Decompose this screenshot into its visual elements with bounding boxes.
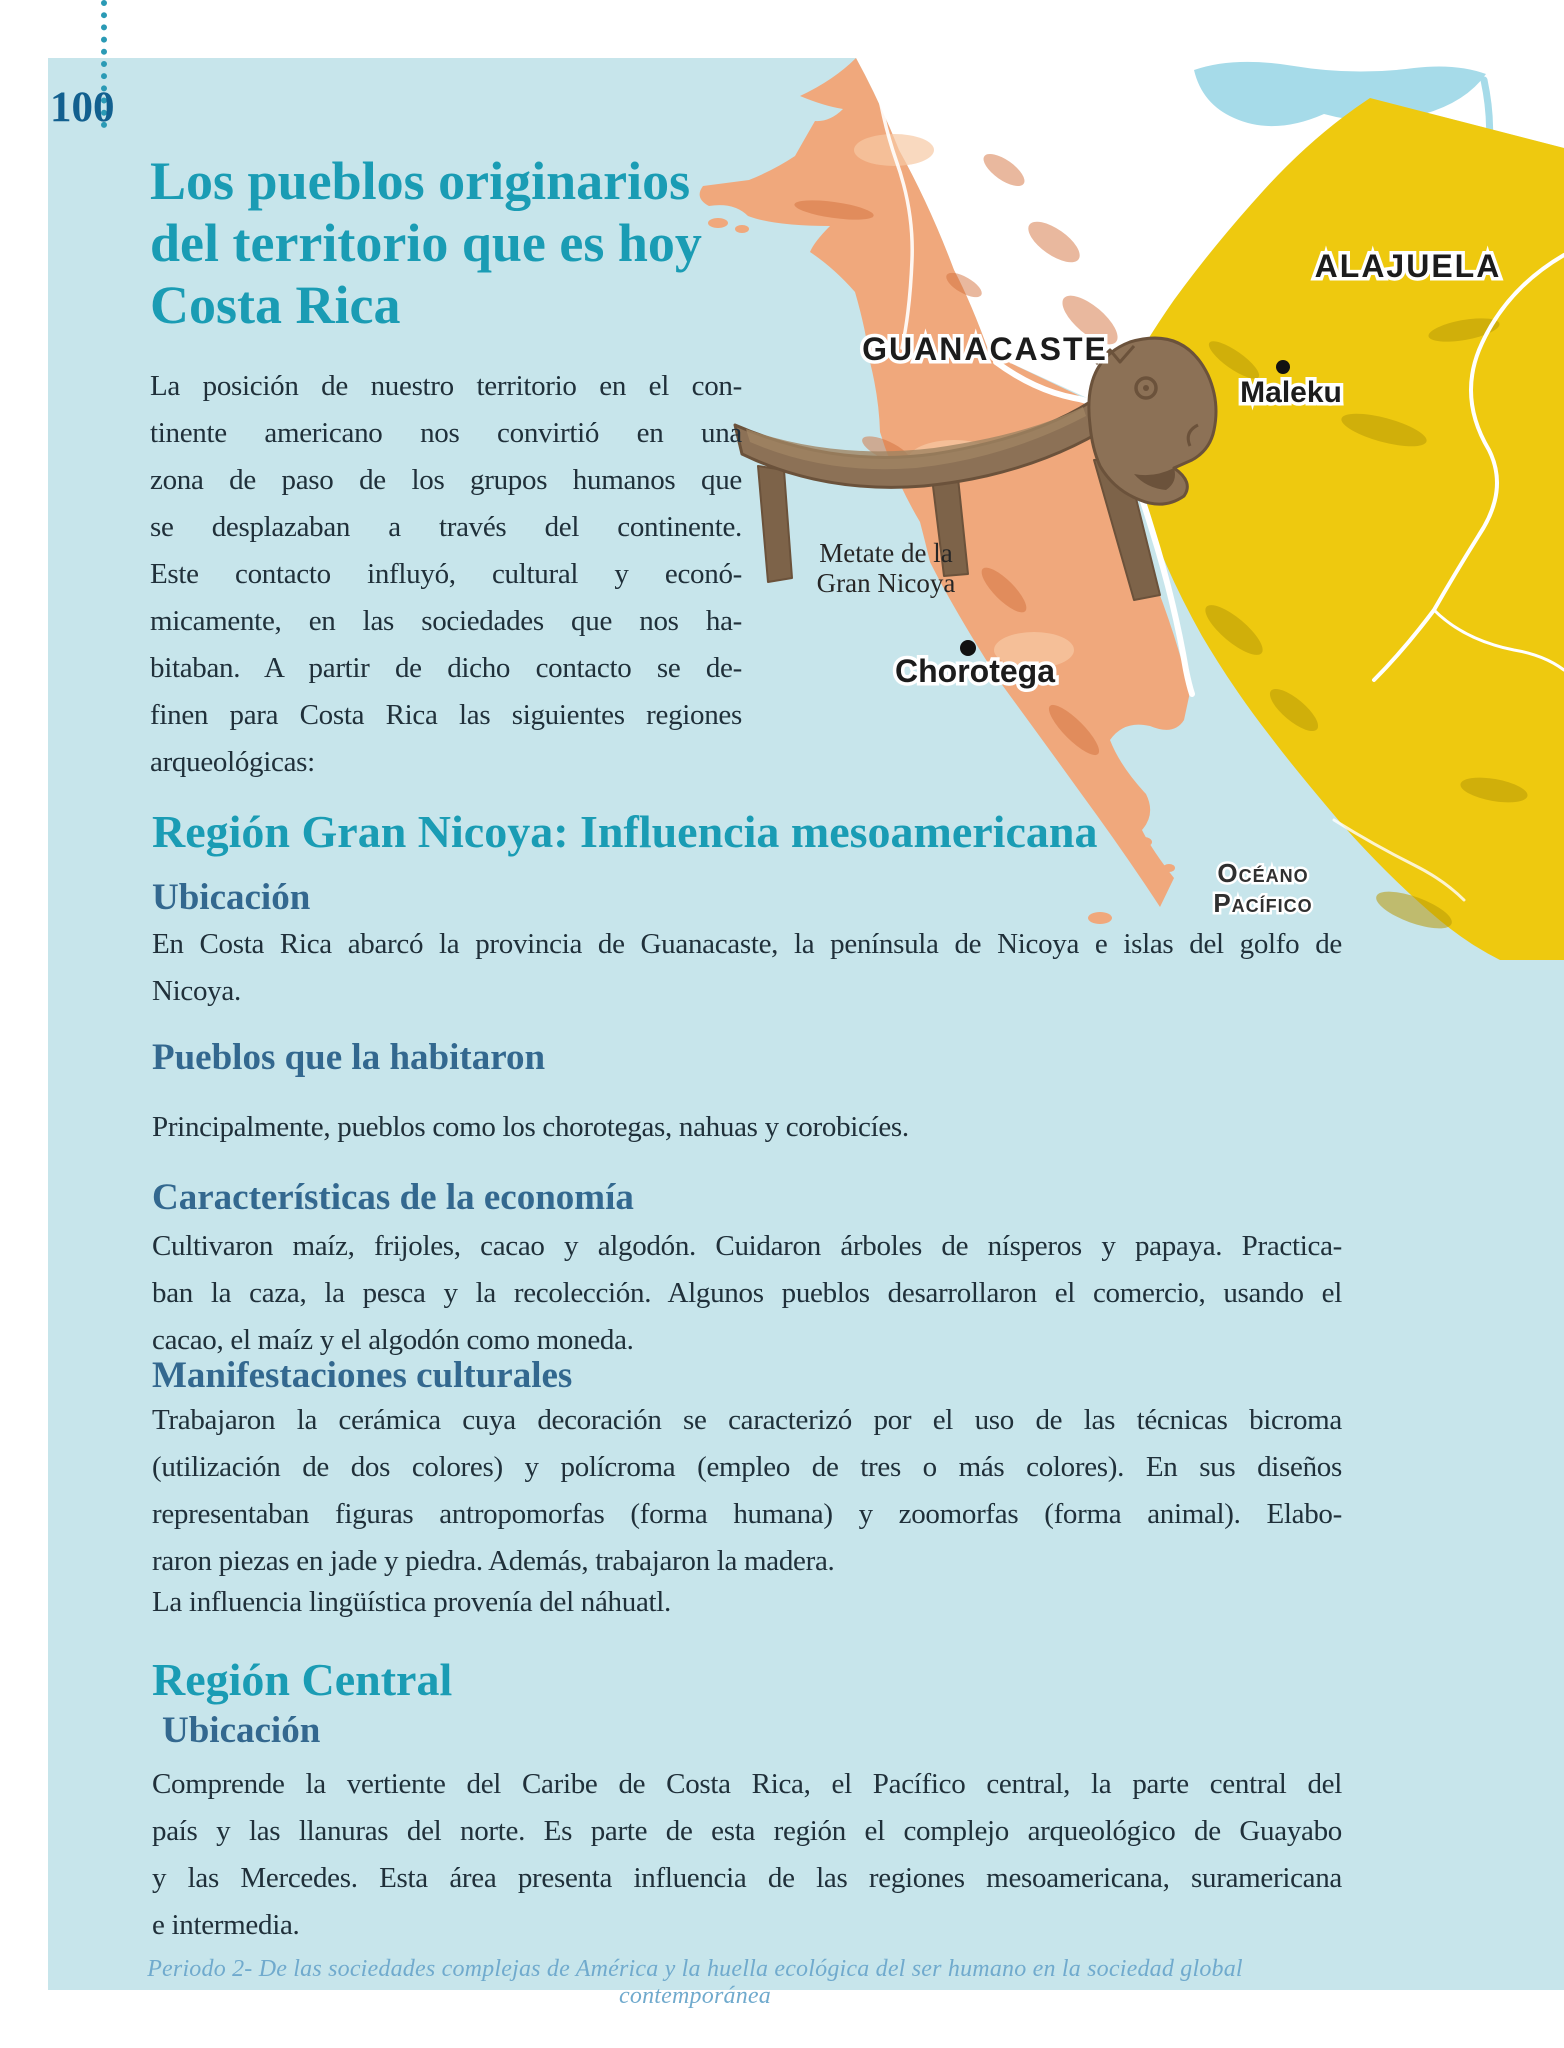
text-line: tinente americano nos convirtió en una	[150, 417, 742, 449]
label-alajuela: ALAJUELA	[1314, 248, 1502, 284]
intro-paragraph	[150, 363, 742, 786]
label-oceano-line1: Océano	[1217, 858, 1309, 888]
manifestaciones-paragraph	[152, 1397, 1342, 1585]
text-line: y las Mercedes. Esta área presenta influencia de las regiones mesoamericana, suramericana	[152, 1862, 1342, 1894]
text-line: bitaban. A partir de dicho contacto se de-	[150, 652, 742, 684]
region-central-paragraph	[152, 1761, 1342, 1949]
section-heading-region-central: Región Central	[152, 1654, 453, 1705]
text-line: zona de paso de los grupos humanos que	[150, 464, 742, 496]
section-heading-gran-nicoya: Región Gran Nicoya: Influencia mesoamericana	[152, 806, 1098, 857]
text-line: cacao, el maíz y el algodón como moneda.	[152, 1324, 634, 1356]
page-title-line: del territorio que es hoy	[150, 213, 702, 273]
label-oceano-line2: Pacífico	[1213, 888, 1313, 918]
economia-paragraph	[152, 1223, 1342, 1364]
label-metate-line2: Gran Nicoya	[816, 568, 956, 598]
subheading-ubicacion-2: Ubicación	[162, 1710, 321, 1751]
label-guanacaste: GUANACASTE	[862, 331, 1108, 367]
text-line: Nicoya.	[152, 975, 241, 1007]
text-line: La influencia lingüística provenía del náhuatl.	[152, 1586, 671, 1618]
text-line: ban la caza, la pesca y la recolección. Algunos pueblos desarrollaron el comercio, usando el	[152, 1277, 1342, 1309]
text-line: Trabajaron la cerámica cuya decoración se caracterizó por el uso de las técnicas bicroma	[152, 1404, 1342, 1436]
text-line: Este contacto influyó, cultural y econó-	[150, 558, 742, 590]
pueblos-paragraph	[152, 1104, 1342, 1151]
text-line: Principalmente, pueblos como los chorotegas, nahuas y corobicíes.	[152, 1111, 909, 1143]
subheading-ubicacion-1: Ubicación	[152, 877, 311, 918]
text-line: finen para Costa Rica las siguientes regiones	[150, 699, 742, 731]
text-line: raron piezas en jade y piedra. Además, trabajaron la madera.	[152, 1545, 835, 1577]
text-line: se desplazaban a través del continente.	[150, 511, 742, 543]
maleku-dot	[1276, 360, 1290, 374]
label-metate-line1: Metate de la	[819, 538, 953, 568]
page-title-line: Los pueblos originarios	[150, 151, 691, 211]
page-footer: Periodo 2- De las sociedades complejas de América y la huella ecológica del ser humano en la sociedad global contemporánea	[147, 1956, 1243, 2009]
text-line: En Costa Rica abarcó la provincia de Guanacaste, la península de Nicoya e islas del golfo de	[152, 928, 1342, 960]
subheading-manifestaciones: Manifestaciones culturales	[152, 1355, 573, 1396]
text-line: Cultivaron maíz, frijoles, cacao y algodón. Cuidaron árboles de nísperos y papaya. Practica-	[152, 1230, 1342, 1262]
metate-leg-left	[758, 466, 792, 582]
text-line: (utilización de dos colores) y polícroma (empleo de tres o más colores). En sus diseños	[152, 1451, 1342, 1483]
text-line: micamente, en las sociedades que nos ha-	[150, 605, 742, 637]
page-title-line: Costa Rica	[150, 275, 401, 335]
subheading-economia: Características de la economía	[152, 1177, 634, 1218]
text-line: arqueológicas:	[150, 746, 315, 778]
metate-eye-pupil	[1143, 385, 1149, 391]
page-title	[150, 150, 750, 336]
text-line: Comprende la vertiente del Caribe de Costa Rica, el Pacífico central, la parte central del	[152, 1768, 1342, 1800]
text-line: La posición de nuestro territorio en el con-	[150, 370, 742, 402]
ubicacion-paragraph	[152, 921, 1342, 1015]
text-line: representaban figuras antropomorfas (forma humana) y zoomorfas (forma animal). Elabo-	[152, 1498, 1342, 1530]
subheading-pueblos: Pueblos que la habitaron	[152, 1037, 546, 1078]
label-chorotega: Chorotega	[895, 653, 1055, 689]
nahuatl-line	[152, 1579, 1342, 1626]
text-line: país y las llanuras del norte. Es parte de esta región el complejo arqueológico de Guayabo	[152, 1815, 1342, 1847]
label-maleku: Maleku	[1240, 376, 1342, 409]
text-line: e intermedia.	[152, 1909, 300, 1941]
page-number: 100	[50, 84, 115, 131]
